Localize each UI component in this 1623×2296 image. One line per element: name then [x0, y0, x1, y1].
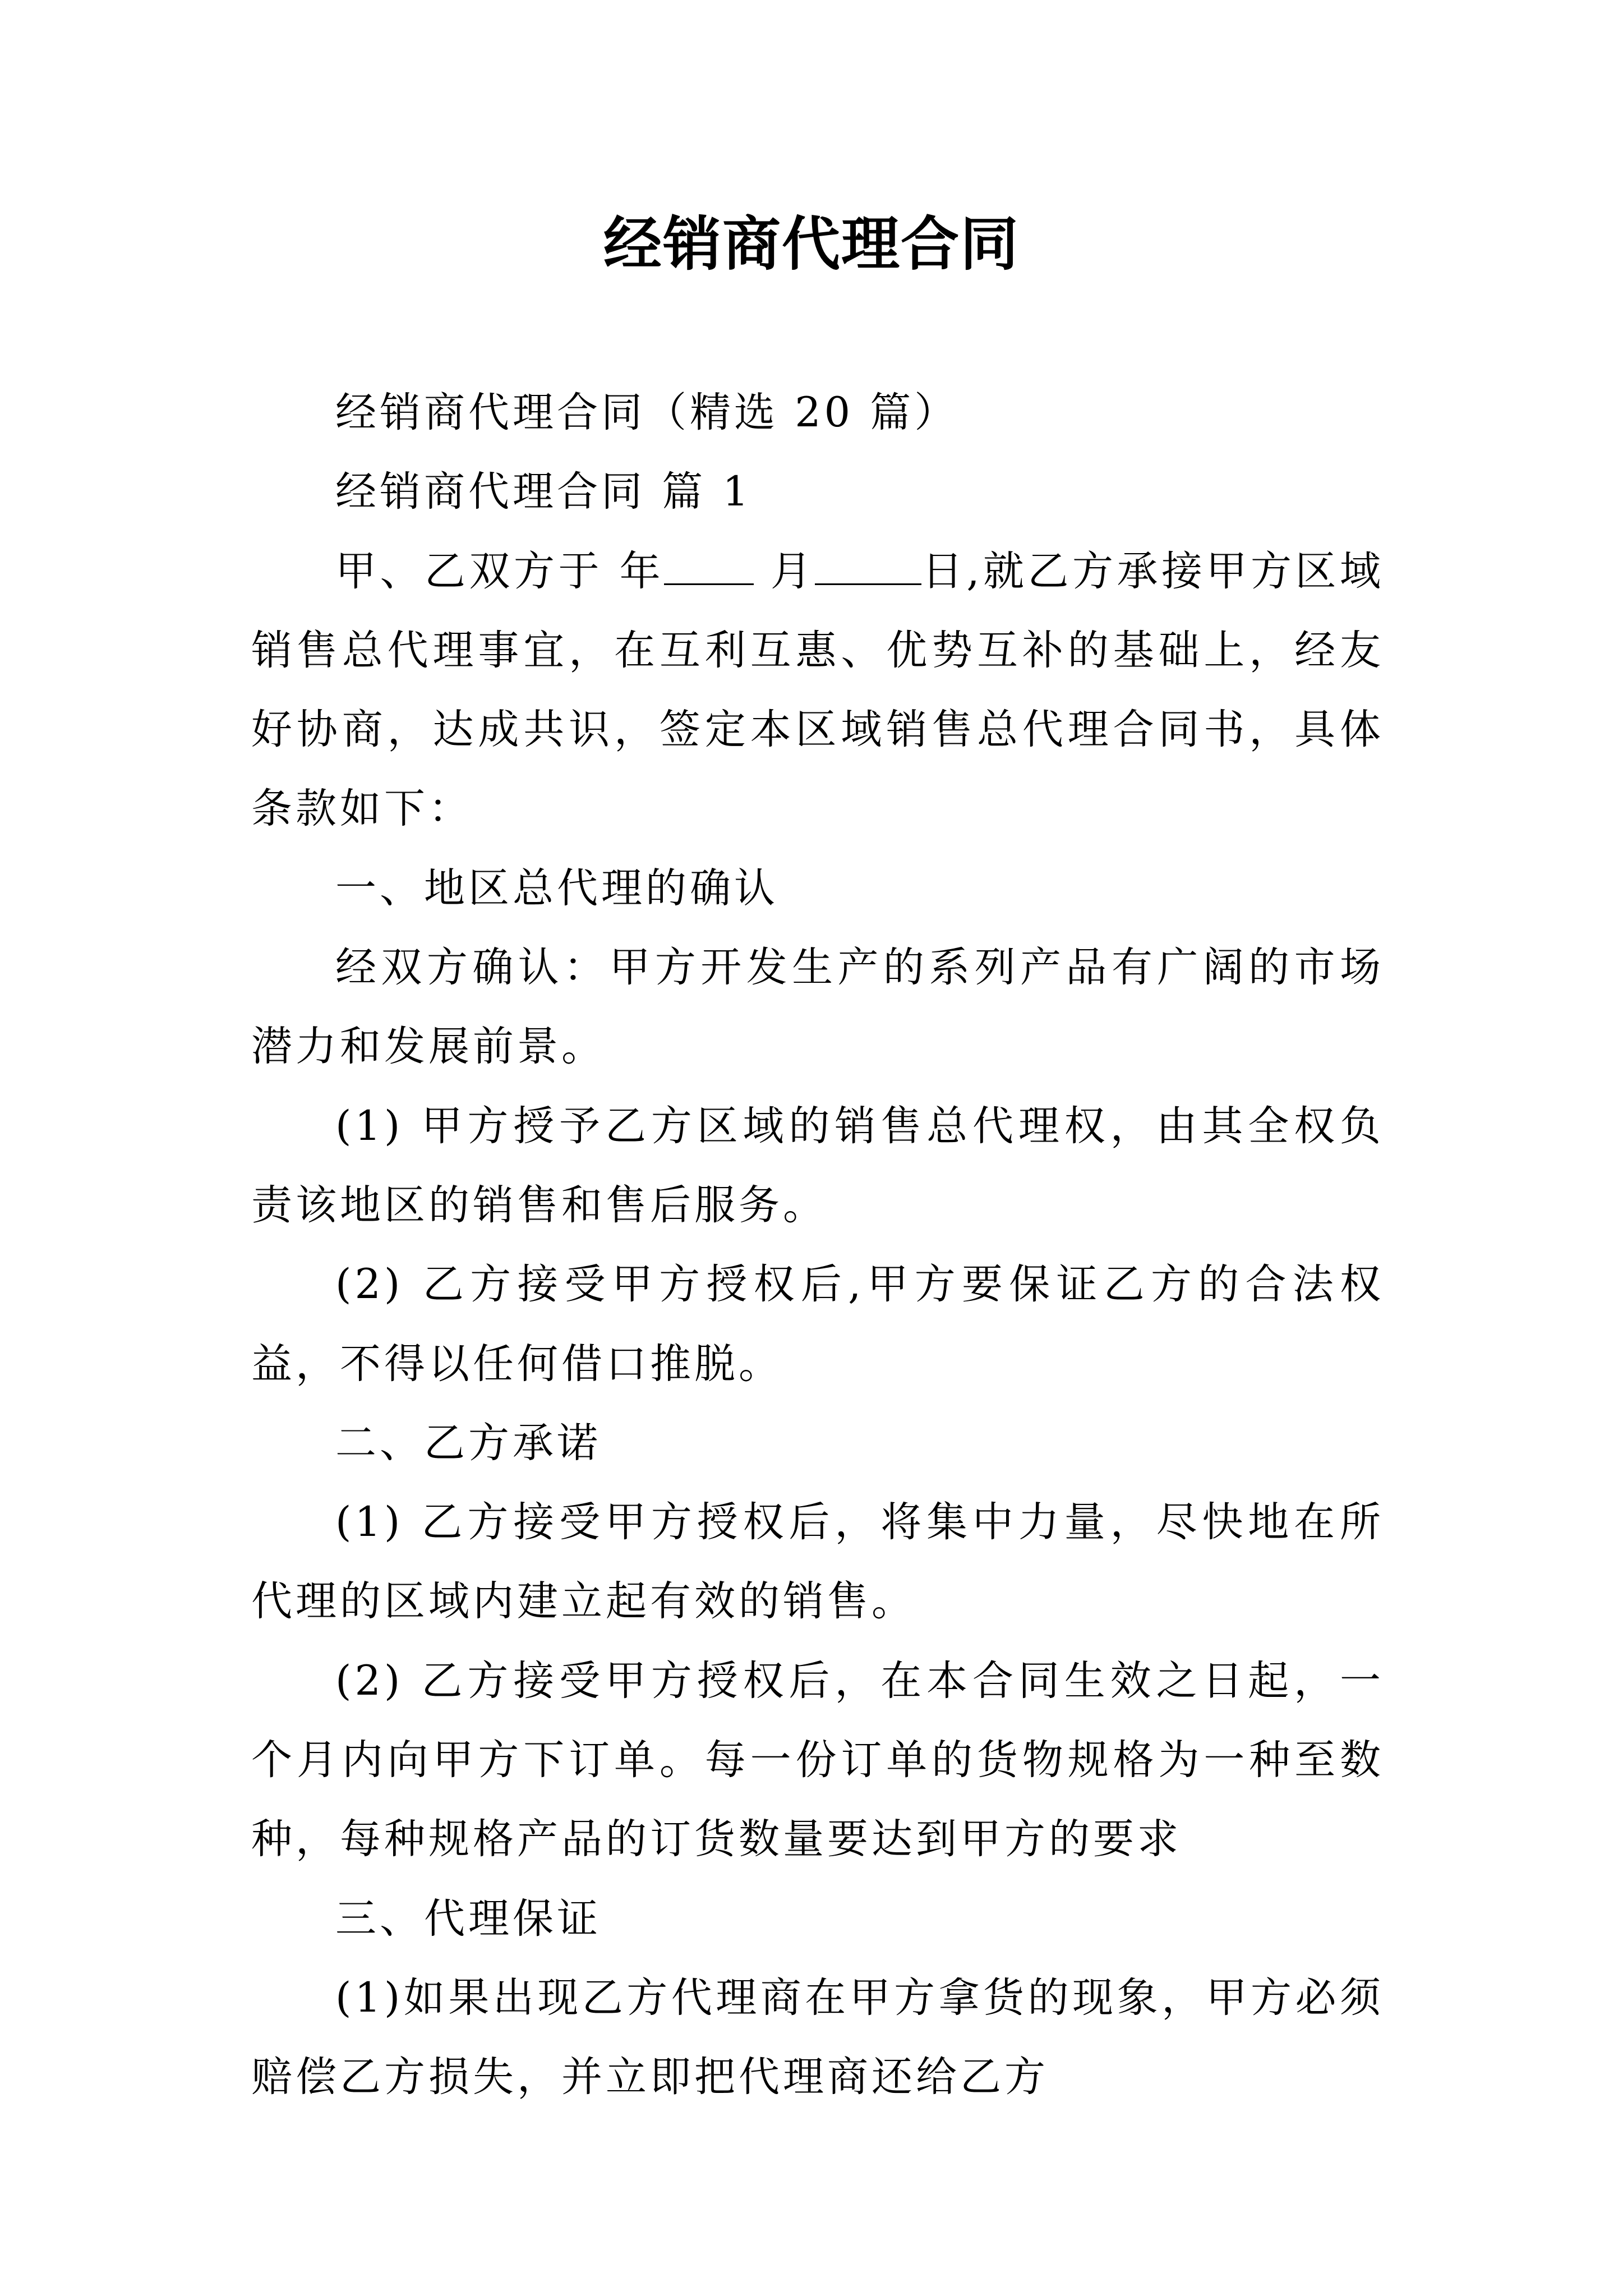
clause-paragraph: (1)如果出现乙方代理商在甲方拿货的现象，甲方必须赔偿乙方损失，并立即把代理商还给乙方 — [251, 1973, 1384, 2101]
opening-text-3: 日,就乙方承接甲方区域销售总代理事宜，在互利互惠、优势互补的基础上，经友好协商，达成共识，签定本区域销售总代理合同书，具体条款如下： — [251, 547, 1384, 833]
year-blank — [664, 544, 754, 585]
month-blank — [815, 544, 921, 585]
document-title: 经销商代理合同 — [603, 209, 1020, 278]
section-heading: 经销商代理合同 篇 1 — [335, 468, 752, 516]
clause-paragraph: (1) 乙方接受甲方授权后，将集中力量，尽快地在所代理的区域内建立起有效的销售。 — [251, 1498, 1384, 1626]
intro-line: 经销商代理合同（精选 20 篇） — [335, 389, 959, 436]
clause-paragraph: (1) 甲方授予乙方区域的销售总代理权，由其全权负责该地区的销售和售后服务。 — [251, 1102, 1384, 1229]
clause-paragraph: 经双方确认：甲方开发生产的系列产品有广阔的市场潜力和发展前景。 — [251, 944, 1384, 1071]
clause-heading-2: 二、乙方承诺 — [335, 1419, 601, 1467]
clause-paragraph: (2) 乙方接受甲方授权后，在本合同生效之日起，一个月内向甲方下订单。每一份订单的货物规格为一种至数种，每种规格产品的订货数量要达到甲方的要求 — [251, 1657, 1384, 1864]
opening-paragraph — [251, 532, 1384, 849]
opening-text-1: 甲、乙双方于 年 — [335, 547, 665, 595]
opening-text-2: 月 — [754, 547, 815, 595]
clause-paragraph: (2) 乙方接受甲方授权后,甲方要保证乙方的合法权益，不得以任何借口推脱。 — [251, 1260, 1384, 1388]
clause-heading-1: 一、地区总代理的确认 — [335, 864, 778, 912]
document-body — [251, 373, 1384, 2117]
clause-heading-3: 三、代理保证 — [335, 1894, 601, 1943]
